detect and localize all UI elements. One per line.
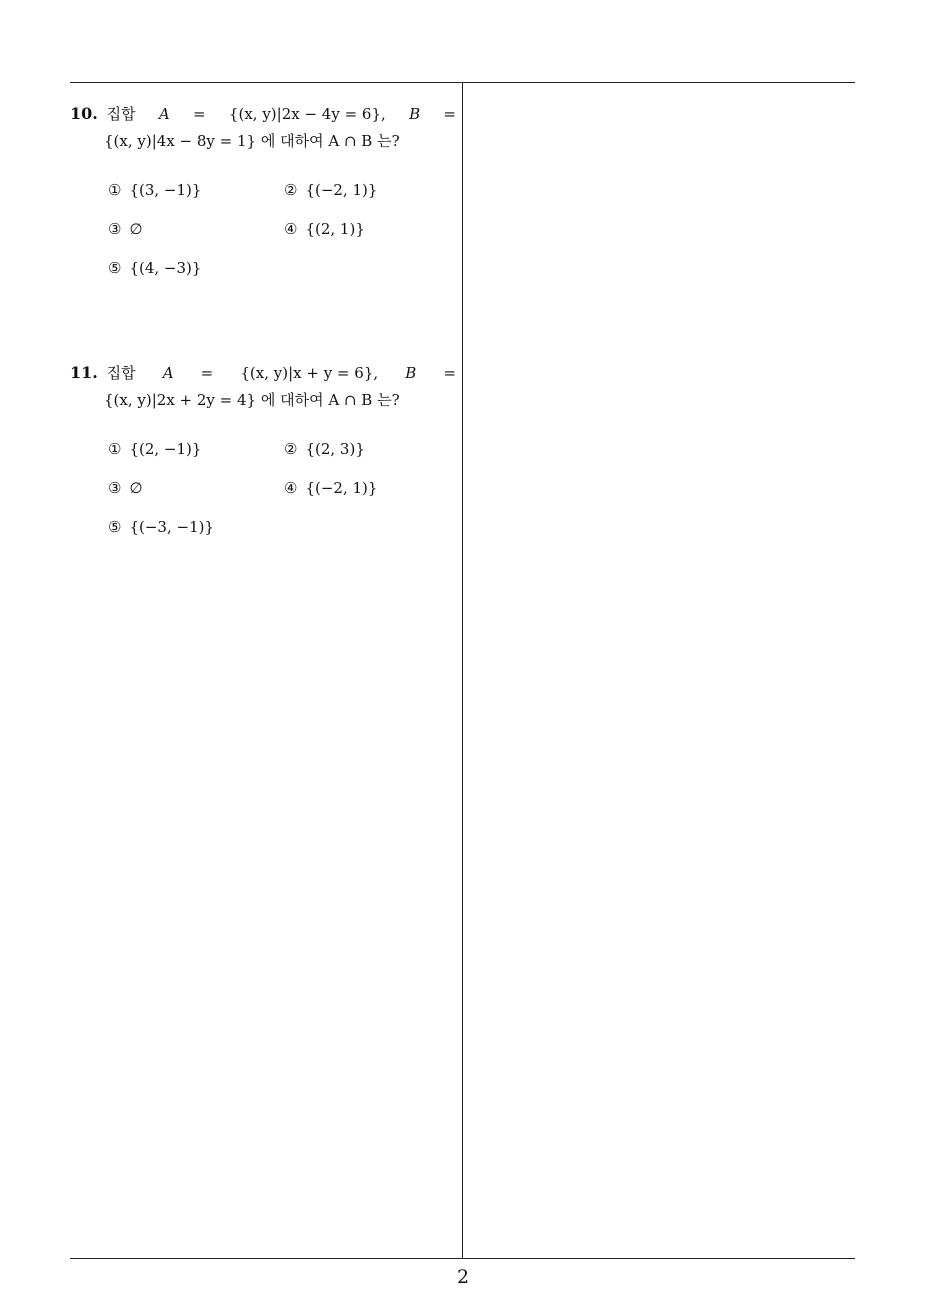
choice-text: {(2, 1)} — [305, 220, 365, 238]
answer-choices — [70, 440, 456, 560]
choice-marker: ③ — [108, 479, 122, 497]
set-a-definition: {(x, y)|x + y = 6}, — [240, 364, 379, 382]
equals-sign: = — [193, 105, 206, 123]
set-b-name: B — [409, 105, 421, 123]
choice-marker: ② — [284, 440, 298, 458]
question-number: 10. — [70, 104, 98, 123]
question-stem-line1 — [70, 102, 456, 126]
choice-3[interactable] — [108, 220, 143, 238]
choice-text: {(−3, −1)} — [129, 518, 215, 536]
question-prompt: 에 대하여 A ∩ B 는? — [260, 132, 400, 150]
footer-rule — [70, 1258, 855, 1259]
set-b-definition: {(x, y)|4x − 8y = 1} — [104, 132, 257, 150]
set-a-name: A — [158, 105, 170, 123]
choice-text: {(2, −1)} — [129, 440, 202, 458]
equals-sign: = — [443, 364, 456, 382]
page-number: 2 — [456, 1266, 470, 1288]
answer-choices — [70, 181, 456, 301]
set-b-definition: {(x, y)|2x + 2y = 4} — [104, 391, 257, 409]
column-divider — [462, 82, 463, 1258]
choice-text: {(−2, 1)} — [305, 479, 378, 497]
choice-1[interactable] — [108, 440, 201, 458]
choice-text: ∅ — [129, 479, 143, 497]
question-stem-line1 — [70, 361, 456, 385]
choice-text: {(−2, 1)} — [305, 181, 378, 199]
choice-marker: ⑤ — [108, 259, 122, 277]
question-prompt: 에 대하여 A ∩ B 는? — [260, 391, 400, 409]
question-number: 11. — [70, 363, 98, 382]
choice-marker: ④ — [284, 220, 298, 238]
choice-marker: ② — [284, 181, 298, 199]
choice-marker: ① — [108, 440, 122, 458]
choice-5[interactable] — [108, 518, 214, 536]
choice-2[interactable] — [284, 440, 365, 458]
choice-marker: ③ — [108, 220, 122, 238]
choice-text: ∅ — [129, 220, 143, 238]
choice-2[interactable] — [284, 181, 377, 199]
choice-3[interactable] — [108, 479, 143, 497]
choice-marker: ① — [108, 181, 122, 199]
stem-word: 집합 — [106, 364, 136, 382]
set-b-name: B — [405, 364, 417, 382]
choice-5[interactable] — [108, 259, 201, 277]
stem-word: 집합 — [106, 105, 136, 123]
equals-sign: = — [200, 364, 214, 382]
choice-marker: ⑤ — [108, 518, 122, 536]
choice-text: {(3, −1)} — [129, 181, 202, 199]
question-stem-line2 — [104, 129, 456, 153]
choice-text: {(4, −3)} — [129, 259, 202, 277]
choice-marker: ④ — [284, 479, 298, 497]
set-a-definition: {(x, y)|2x − 4y = 6}, — [228, 105, 386, 123]
choice-1[interactable] — [108, 181, 201, 199]
set-a-name: A — [162, 364, 174, 382]
question-stem-line2 — [104, 388, 456, 412]
choice-4[interactable] — [284, 220, 365, 238]
question-10 — [70, 102, 456, 301]
choice-text: {(2, 3)} — [305, 440, 365, 458]
equals-sign: = — [443, 105, 456, 123]
choice-4[interactable] — [284, 479, 377, 497]
question-11 — [70, 361, 456, 560]
